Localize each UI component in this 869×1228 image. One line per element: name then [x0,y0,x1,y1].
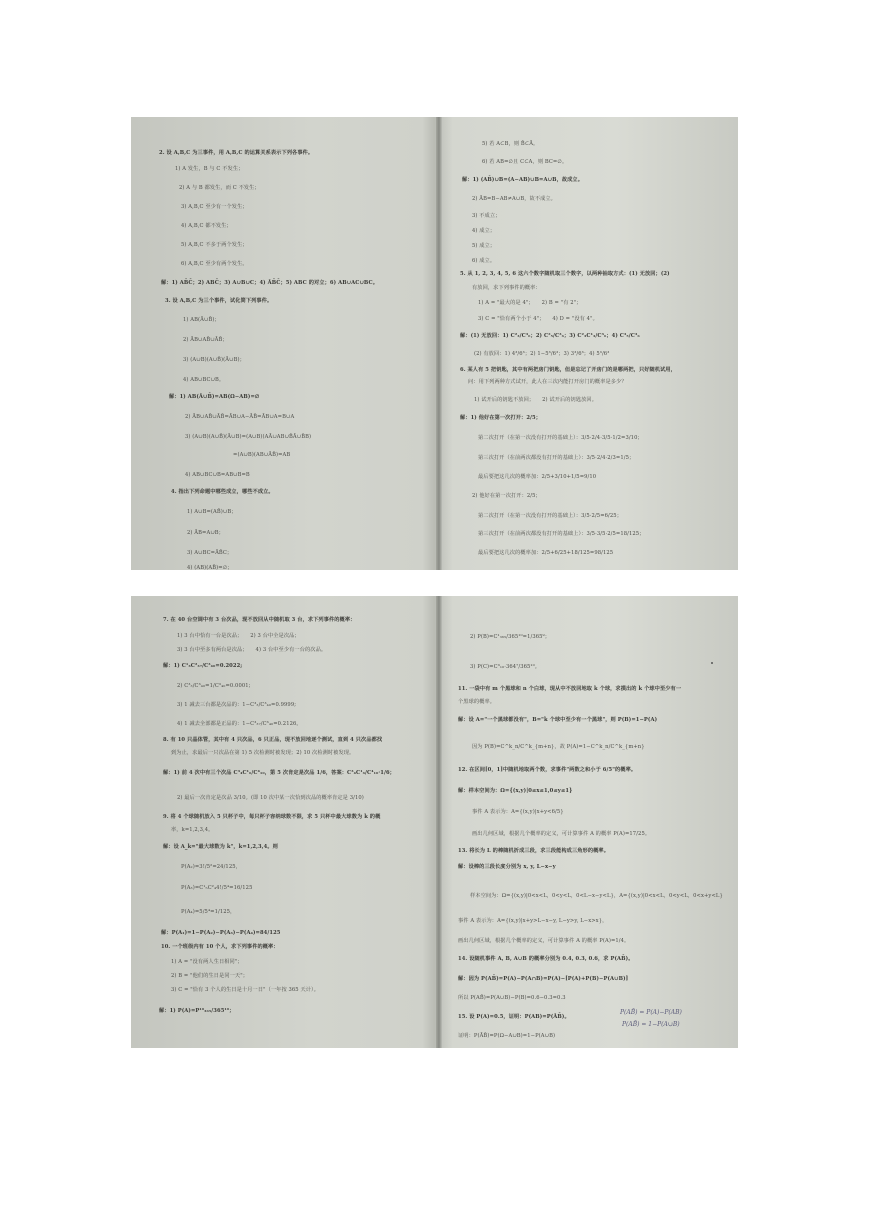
photo-top [131,117,738,570]
photo-bottom [131,596,738,1048]
text-line: 样本空间为：Ω={(x,y)|0<x<L，0<y<L，0<L−x−y<L}，A={(x,y)|0<x<L，0<y<L，0<x+y<L} [470,893,723,899]
text-line: 1) 试开后的钥匙不放回； 2) 试开后的钥匙放回。 [474,397,597,403]
solution-2-text: 解：1) AB̄C̄；2) ABC̄；3) A∪B∪C；4) ĀB̄C̄；5) ABC 的对立；6) AB∪AC∪BC。 [161,280,379,286]
solution-5-text: 解：(1) 无放回：1) C²₃/C³₆；2) C²₅/C³₆；3) C²₃C¹₃/C³₆；4) C³₅/C³₆ [460,333,640,339]
text-line: 证明：P(ĀB̄)=P(Ω−A∪B)=1−P(A∪B) [458,1033,556,1039]
text-line: 3) A∪BC=ĀB̄C； [187,550,233,556]
text-line: 3) 1 减去三台都是次品的：1−C³₃/C³₄₀=0.9999; [177,702,297,708]
solution-9-text: 解：设 A_k="最大球数为 k"，k=1,2,3,4。则 [163,844,278,850]
text-line: 3) (A∪B)(A∪B̄)(Ā∪B)=(A∪B)(AĀ∪AB∪B̄Ā∪B̄B) [185,434,312,440]
text-line: 第二次打开（在第一次没有打开的基础上）：3/5·2/4·3/5·1/2=3/10； [478,435,643,441]
text-line: 5) 成立； [472,243,496,249]
problem-12-text: 12. 在区间[0，1]中随机地取两个数，求事件"两数之和小于 6/5"的概率。 [458,767,637,773]
text-line: 1) 3 台中恰有一台是次品； 2) 3 台中全是次品； [177,633,300,639]
text-line: (2) 有放回：1) 4³/6³；2) 1−5³/6³；3) 3³/6³；4) 5³/6³ [474,351,610,357]
text-line: 5) A,B,C 不多于两个发生； [181,242,248,248]
text-line: 1) A∪B=(AB̄)∪B； [187,509,237,515]
text-line: P(A₂)=3!/5²=24/125， [181,864,241,870]
text-line: 1) A 发生，B 与 C 不发生； [175,166,244,172]
text-line: 3) C = "恰有 3 个人的生日是十月一日"（一年按 365 天计）。 [171,987,320,993]
solution-14-text: 解：因为 P(AB̄)=P(A)−P(A∩B)=P(A)−[P(A)+P(B)−P(A∪B)] [458,976,629,982]
text-line: 3) A,B,C 至少有一个发生； [181,204,248,210]
top-left-page [131,117,436,570]
text-line: 2) A 与 B 都发生，而 C 不发生； [179,185,260,191]
text-line: 个黑球的概率。 [458,699,496,705]
problem-11-text: 11. 一袋中有 m 个黑球和 n 个白球，现从中不放回地取 k 个球，求摸出的 k 个球中至少有一 [458,686,682,692]
text-line: 2) ĀB=B−AB≠A∪B，故不成立。 [472,196,556,202]
solution-13-text: 解：设棒的三段长度分别为 x, y, L−x−y [458,864,556,870]
text-line: 3) 不成立； [472,213,501,219]
text-line: 事件 A 表示为：A={(x,y)|x+y>L−x−y, L−y>y, L−x>x}， [458,918,608,924]
problem-3-text: 3. 设 A,B,C 为三个事件，试化简下列事件。 [165,298,273,304]
problem-10-text: 10. 一个班级内有 10 个人，求下列事件的概率： [161,944,279,950]
text-line: 2) B = "他们的生日是同一天"； [171,973,248,979]
text-line: 4) 成立； [472,228,496,234]
problem-7-text: 7. 在 40 台空调中有 3 台次品，现不放回从中随机取 3 台，求下列事件的概率： [163,617,356,623]
text-line: 事件 A 表示为：A={(x,y)|x+y<6/5} [472,809,564,815]
problem-2-text: 2. 设 A,B,C 为三事件，用 A,B,C 的运算关系表示下列各事件。 [159,150,314,156]
text-line: 3) P(C)=C³₁₀·364⁷/365¹⁰。 [470,664,541,670]
text-line: 画出几何区域，根据几个概率的定义，可计算事件 A 的概率 P(A)=1/4。 [458,938,630,944]
bottom-left-page [131,596,436,1048]
text-line: 4) (AB)(AB̄)=∅； [187,565,233,570]
bottom-right-page [442,596,738,1048]
text-line: 率，k=1,2,3,4。 [171,827,214,833]
text-line: 4) A,B,C 都不发生； [181,223,232,229]
text-line: 6) A,B,C 至少有两个发生。 [181,261,248,267]
solution-4-text: 解：1) (AB̄)∪B=(A−AB)∪B=A∪B，故成立。 [462,177,584,183]
text-line: 1) A = "没有两人生日相同"； [171,959,243,965]
problem-6-text: 6. 某人有 5 把钥匙，其中有两把房门钥匙，但是忘记了开房门的是哪两把，只好随机试用， [460,367,676,373]
handwritten-note: P(AB̄) = 1−P(A∪B) [622,1021,680,1028]
text-line: 2) ĀB∪AB̄∪ĀB̄； [183,337,228,343]
solution-12-text: 解：样本空间为：Ω={(x,y)|0≤x≤1,0≤y≤1} [458,788,573,794]
solution-7-text: 解：1) C¹₃C²₃₇/C³₄₀=0.2022; [163,663,243,669]
text-line: 2) 最后一次肯定是次品 3/10。(即 10 次中某一次恰到次品的概率肯定是 3/10) [177,795,364,801]
problem-8-text: 8. 有 10 只晶体管，其中有 4 只次品，6 只正品，现不放回地逐个测试，直到 4 只次品都找 [163,737,383,743]
text-line: 6) 成立。 [472,258,496,264]
text-line: 3) (A∪B)(A∪B̄)(Ā∪B)； [183,357,245,363]
text-line: 2) ĀB=A∪B； [187,530,224,536]
problem-13-text: 13. 将长为 L 的棒随机折成三段，求三段能构成三角形的概率。 [458,848,609,854]
text-line: 1) A = "最大的是 4"； 2) B = "有 2"； [478,300,582,306]
text-line: 最后要把这几次的概率加：2/5+6/25+18/125=98/125 [478,550,614,556]
text-line: =(A∪B)(AB∪ĀB̄)=AB [233,452,291,458]
text-line: 第三次打开（在前两次都没有打开的基础上）：3/5·2/4·2/3=1/5； [478,455,635,461]
text-line: 问：用下列两种方式试开，此人在三次内能打开房门的概率是多少？ [468,379,627,385]
text-line: 5) 若 A⊂B，则 B̄⊂Ā。 [482,141,539,147]
problem-5-text: 5. 从 1, 2, 3, 4, 5, 6 这六个数字随机取三个数字，以两种抽取方式：(1) 无放回；(2) [460,271,670,277]
text-line: 4) 1 减去全部都是正品的：1−C³₃₇/C³₄₀=0.2126。 [177,721,302,727]
text-line: 到为止，求最后一只次品在第 1) 5 次检测时被发现；2) 10 次检测时被发现。 [171,750,355,756]
text-line: 6) 若 AB=∅且 C⊂A，则 BC=∅。 [482,159,568,165]
text-line: 最后要把这几次的概率加：2/5+3/10+1/5=9/10 [478,474,597,480]
solution-8-text: 解：1) 前 4 次中有三个次品 C³₄C¹₆/C⁴₁₀，第 5 次肯定是次品 1/6，答案：C³₄C¹₆/C⁴₁₀·1/6； [163,770,395,776]
problem-14-text: 14. 设随机事件 A, B, A∪B 的概率分别为 0.4, 0.3, 0.6，求 P(AB̄)。 [458,956,634,962]
solution-10-text: 解：1) P(A)=P¹⁰₃₆₅/365¹⁰； [159,1008,235,1014]
solution-11-text: 解：设 A="一个黑球都没有"，B="k 个球中至少有一个黑球"，则 P(B)=1−P(A) [458,717,658,723]
text-line: 有放回，求下列事件的概率： [472,285,541,291]
speck-mark [711,662,713,664]
text-line: 画出几何区域，根据几个概率的定义，可计算事件 A 的概率 P(A)=17/25。 [472,831,651,837]
text-line: 4) AB∪BC∪B=AB∪B=B [185,472,250,478]
text-line: P(A₄)=5/5⁴=1/125， [181,909,236,915]
text-line: 4) AB∪BC∪B。 [183,377,225,383]
text-line: P(A₃)=C¹₅C²₄4!/5⁴=16/125 [181,885,253,891]
handwritten-note: P(AB̄) = P(A)−P(AB) [620,1009,682,1016]
text-line: 2) ĀB∪AB̄∪ĀB̄=ĀB∪A−ĀB̄=ĀB∪A=B∪A [185,414,295,420]
top-right-page [442,117,738,570]
text-line: 第三次打开（在前两次都没有打开的基础上）：3/5·3/5·2/5=18/125； [478,531,645,537]
solution-9-final: 解：P(A₁)=1−P(A₂)−P(A₃)−P(A₄)=84/125 [161,930,281,936]
problem-15-text: 15. 设 P(A)=0.5，证明：P(AB)=P(ĀB̄)。 [458,1014,570,1020]
solution-3-text: 解：1) AB(Ā∪B̄)=AB(Ω−AB)=∅ [169,394,260,400]
text-line: 因为 P(B)=C^k_n/C^k_{m+n}，故 P(A)=1−C^k_n/C^k_{m+n} [472,744,645,750]
text-line: 所以 P(AB̄)=P(A∪B)−P(B)=0.6−0.3=0.3 [458,995,566,1001]
solution-6-text: 解：1) 他好在第一次打开：2/5； [460,415,542,421]
problem-9-text: 9. 将 4 个球随机放入 5 只杯子中，每只杯子容纳球数不限，求 5 只杯中最大球数为 k 的概 [163,814,381,820]
text-line: 2) C³₃/C³₄₀=1/C³₄₀=0.0001; [177,683,251,689]
problem-4-text: 4. 指出下列命题中哪些成立，哪些不成立。 [171,489,274,495]
text-line: 第二次打开（在第一次没有打开的基础上）：3/5·2/5=6/25； [478,513,622,519]
text-line: 2) 他好在第一次打开：2/5； [472,493,541,499]
text-line: 2) P(B)=C¹₃₆₅/365¹⁰=1/365⁹； [470,634,551,640]
text-line: 3) C = "恰有两个小于 4"； 4) D = "没有 4"。 [478,316,598,322]
text-line: 3) 3 台中至多有两台是次品； 4) 3 台中至少有一台的次品。 [177,647,327,653]
text-line: 1) AB(Ā∪B̄)； [183,317,220,323]
